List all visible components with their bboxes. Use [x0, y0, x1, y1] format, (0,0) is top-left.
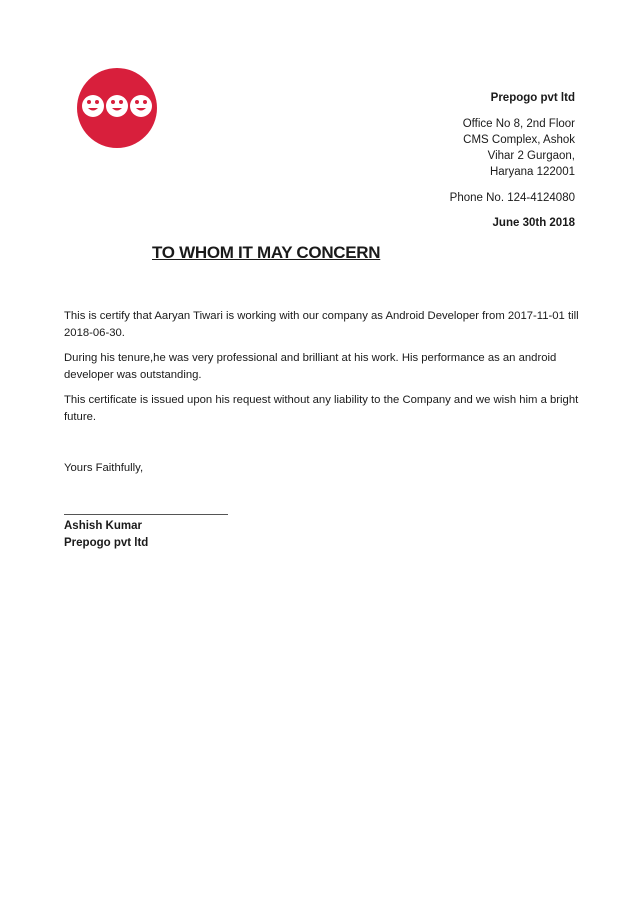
body-paragraph: During his tenure,he was very professional and brilliant at his work. His performance as an android developer was outstanding.	[64, 352, 557, 381]
company-header	[355, 90, 575, 231]
address-line: CMS Complex, Ashok	[463, 134, 575, 146]
signer-name: Ashish Kumar	[64, 520, 142, 532]
logo-face-middle	[106, 95, 128, 117]
letter-date: June 30th 2018	[492, 217, 575, 229]
signer-company: Prepogo pvt ltd	[64, 537, 149, 549]
body-paragraph: This is certify that Aaryan Tiwari is working with our company as Android Developer from 2017-11-01 till 2018-06-30.	[64, 310, 579, 339]
company-logo-icon	[77, 68, 157, 148]
signature-line	[64, 514, 228, 515]
logo-face-left	[82, 95, 104, 117]
address-line: Haryana 122001	[489, 166, 575, 178]
closing-salutation: Yours Faithfully,	[64, 462, 144, 474]
address-line: Vihar 2 Gurgaon,	[487, 150, 575, 162]
phone-number: Phone No. 124-4124080	[449, 192, 575, 204]
signer-block	[64, 518, 148, 552]
letter-title: TO WHOM IT MAY CONCERN	[152, 243, 381, 262]
letter-body	[64, 308, 580, 434]
address-line: Office No 8, 2nd Floor	[462, 118, 575, 130]
body-paragraph: This certificate is issued upon his request without any liability to the Company and we wish him a bright future.	[64, 394, 579, 423]
company-name: Prepogo pvt ltd	[490, 92, 575, 104]
logo-face-right	[130, 95, 152, 117]
